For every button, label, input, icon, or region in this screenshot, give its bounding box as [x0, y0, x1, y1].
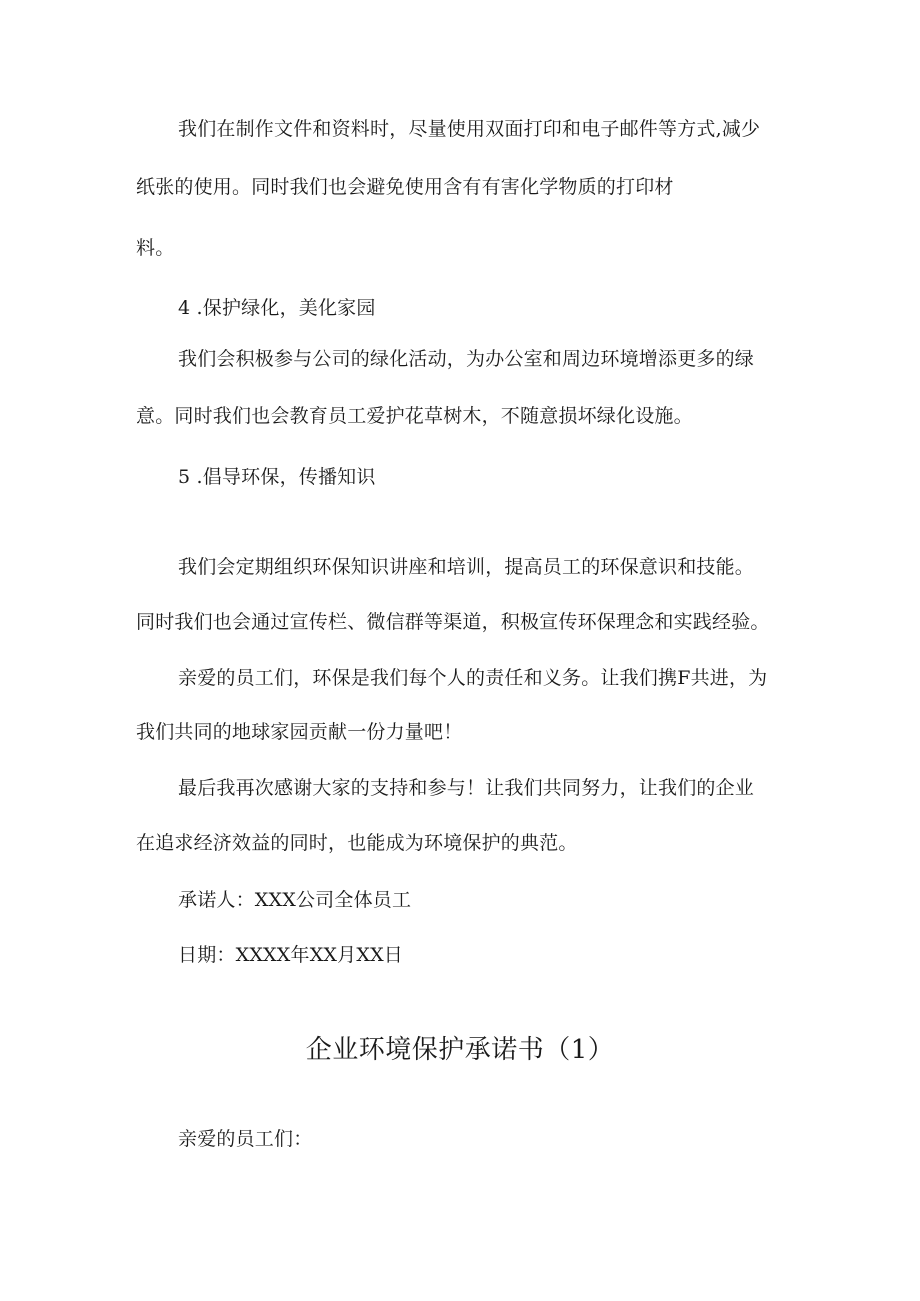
heading-5: 5 .倡导环保，传播知识	[178, 466, 376, 488]
paragraph-1-line-3: 料。	[136, 237, 175, 259]
heading-4: 4 .保护绿化，美化家园	[178, 297, 376, 319]
paragraph-1-line-2: 纸张的使用。同时我们也会避免使用含有有害化学物质的打印材	[136, 176, 674, 198]
greeting-line: 亲爱的员工们：	[178, 1128, 313, 1150]
paragraph-5-line-1: 最后我再次感谢大家的支持和参与！让我们共同努力，让我们的企业	[178, 777, 755, 799]
paragraph-3-line-1: 我们会定期组织环保知识讲座和培训，提高员工的环保意识和技能。	[178, 556, 755, 578]
paragraph-2-line-1: 我们会积极参与公司的绿化活动，为办公室和周边环境增添更多的绿	[178, 348, 755, 370]
section-title: 企业环境保护承诺书（1）	[305, 1035, 615, 1065]
paragraph-5-line-2: 在追求经济效益的同时，也能成为环境保护的典范。	[136, 832, 578, 854]
paragraph-1-line-1: 我们在制作文件和资料时，尽量使用双面打印和电子邮件等方式,减少	[178, 118, 761, 140]
date-line: 日期：XXXX年XX月XX日	[178, 944, 404, 966]
paragraph-3-line-2: 同时我们也会通过宣传栏、微信群等渠道，积极宣传环保理念和实践经验。	[136, 611, 770, 633]
signer-line: 承诺人：XXX公司全体员工	[178, 889, 412, 911]
paragraph-2-line-2: 意。同时我们也会教育员工爱护花草树木，不随意损坏绿化设施。	[136, 405, 693, 427]
paragraph-4-line-2: 我们共同的地球家园贡献一份力量吧！	[136, 721, 463, 743]
paragraph-4-line-1: 亲爱的员工们，环保是我们每个人的责任和义务。让我们携F共进，为	[178, 667, 768, 689]
